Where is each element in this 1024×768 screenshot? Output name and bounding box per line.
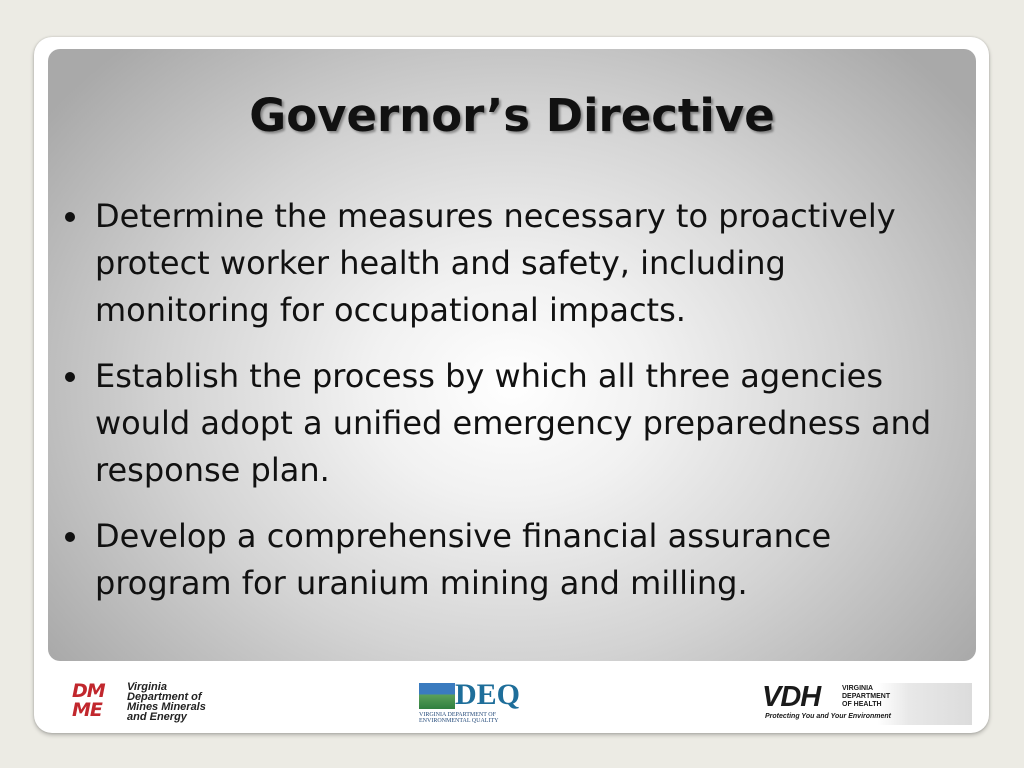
bullet-dot-icon [65, 212, 75, 222]
dmme-line: and Energy [127, 711, 187, 723]
dmme-logo-text [127, 682, 206, 722]
bullet-dot-icon [65, 372, 75, 382]
deq-logo-name: DEQ [455, 678, 521, 711]
bullet-item [48, 353, 948, 494]
dmme-line: Virginia [127, 681, 167, 693]
deq-logo [419, 678, 521, 725]
deq-logo-subtitle [419, 712, 529, 724]
deq-line: VIRGINIA DEPARTMENT OF [419, 712, 496, 718]
dmme-logo [72, 682, 212, 722]
bullet-item [48, 513, 948, 607]
dmme-line: Mines Minerals [127, 701, 206, 713]
bullet-text: Determine the measures necessary to proactively protect worker health and safety, including monitoring for occupational impacts. [95, 197, 896, 329]
slide-title: Governor’s Directive [249, 89, 775, 142]
logo-footer [34, 673, 989, 728]
bullet-text: Establish the process by which all three agencies would adopt a unified emergency preparedness and response plan. [95, 357, 932, 489]
vdh-logo [762, 683, 972, 725]
vdh-logo-tagline: Protecting You and Your Environment [765, 713, 892, 720]
vdh-line: DEPARTMENT [842, 693, 891, 700]
vdh-line: OF HEALTH [842, 701, 882, 708]
bullet-text: Develop a comprehensive financial assurance program for uranium mining and milling. [95, 517, 832, 602]
bullet-list [48, 193, 948, 626]
slide-content-panel [48, 49, 976, 661]
bullet-item [48, 193, 948, 334]
dmme-logo-mark: DM ME [72, 680, 105, 721]
vdh-logo-name: VDH [762, 681, 821, 713]
deq-line: ENVIRONMENTAL QUALITY [419, 718, 499, 724]
deq-landscape-icon [419, 683, 455, 709]
vdh-logo-department [842, 685, 890, 709]
dmme-line: Department of [127, 691, 202, 703]
slide-frame [34, 37, 989, 733]
vdh-line: VIRGINIA [842, 685, 874, 692]
bullet-dot-icon [65, 532, 75, 542]
